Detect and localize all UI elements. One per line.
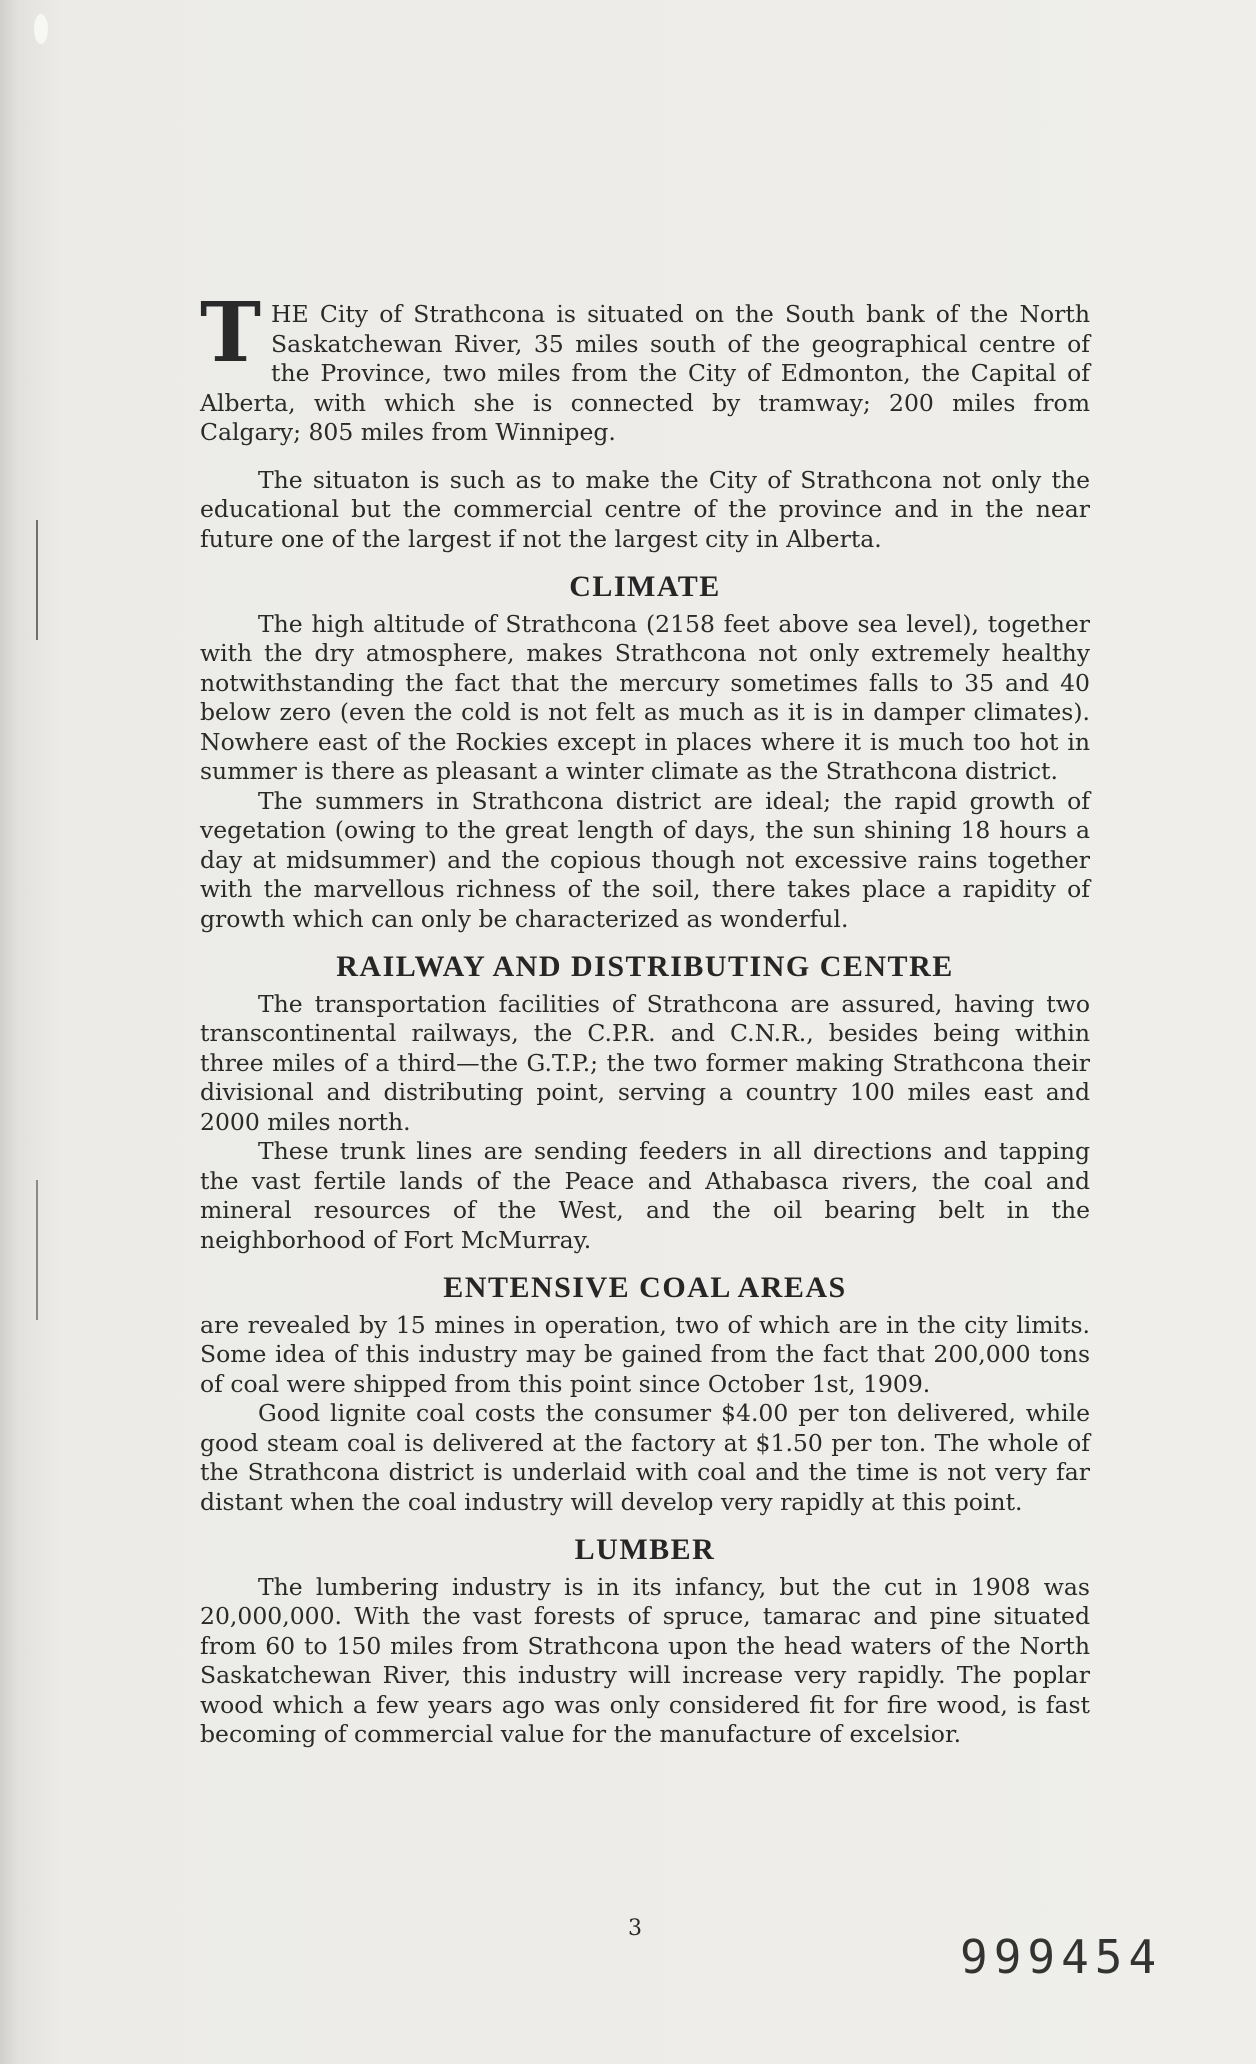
binding-mark	[34, 14, 48, 44]
coal-heading: ENTENSIVE COAL AREAS	[443, 1271, 847, 1304]
coal-paragraph-1: are revealed by 15 mines in operation, two of which are in the city limits. Some idea of this industry may be gained from the fact that 200,000 tons of coal were shipped from this point since October 1st, 1909.	[200, 1310, 1090, 1398]
climate-paragraph-1: The high altitude of Strathcona (2158 feet above sea level), together with the dry atmosphere, makes Strathcona not only extremely healthy notwithstanding the fact that the mercury sometimes falls to 35 and 40 below zero (even the cold is not felt as much as it is in damper climates). Nowhere east of the Rockies except in places where it is much too hot in summer is there as pleasant a winter climate as the Strathcona district.	[200, 609, 1090, 785]
railway-paragraph-2: These trunk lines are sending feeders in all directions and tapping the vast fertile lands of the Peace and Athabasca rivers, the coal and mineral resources of the West, and the oil bearing belt in the neighborhood of Fort McMurray.	[200, 1137, 1090, 1254]
intro-paragraph-2: The situaton is such as to make the City of Strathcona not only the educational but the commercial centre of the province and in the near future one of the largest if not the largest city in Alberta.	[200, 465, 1090, 553]
catalog-stamp-number: 999454	[960, 1930, 1163, 1984]
lumber-heading: LUMBER	[574, 1533, 716, 1566]
climate-paragraph-2: The summers in Strathcona district are ideal; the rapid growth of vegetation (owing to the great length of days, the sun shining 18 hours a day at midsummer) and the copious though not excessive rains together with the marvellous richness of the soil, there takes place a rapidity of growth which can only be characterized as wonderful.	[200, 786, 1090, 933]
coal-paragraph-2: Good lignite coal costs the consumer $4.00 per ton delivered, while good steam coal is delivered at the factory at $1.50 per ton. The whole of the Strathcona district is underlaid with coal and the time is not very far distant when the coal industry will develop very rapidly at this point.	[200, 1399, 1090, 1516]
page-number: 3	[628, 1916, 642, 1941]
article-body	[200, 285, 1090, 1750]
margin-mark	[36, 520, 38, 640]
lumber-paragraph: The lumbering industry is in its infancy, but the cut in 1908 was 20,000,000. With the vast forests of spruce, tamarac and pine situated from 60 to 150 miles from Strathcona upon the head waters of the North Saskatchewan River, this industry will increase very rapidly. The poplar wood which a few years ago was only considered fit for fire wood, is fast becoming of commercial value for the manufacture of excelsior.	[200, 1572, 1090, 1748]
margin-mark	[36, 1180, 38, 1320]
climate-heading: CLIMATE	[569, 570, 721, 603]
drop-cap: T	[200, 285, 262, 381]
intro-text: HE City of Strathcona is situated on the South bank of the North Saskatchewan River, 35 miles south of the geographical centre of the Province, two miles from the City of Edmonton, the Capital of Alberta, with which she is connected by tramway; 200 miles from Calgary; 805 miles from Winnipeg.	[200, 300, 1090, 446]
intro-paragraph	[200, 285, 1090, 448]
railway-paragraph-1: The transportation facilities of Strathcona are assured, having two transcontinental railways, the C.P.R. and C.N.R., besides being within three miles of a third—the G.T.P.; the two former making Strathcona their divisional and distributing point, serving a country 100 miles east and 2000 miles north.	[200, 989, 1090, 1136]
railway-heading: RAILWAY AND DISTRIBUTING CENTRE	[336, 950, 954, 983]
